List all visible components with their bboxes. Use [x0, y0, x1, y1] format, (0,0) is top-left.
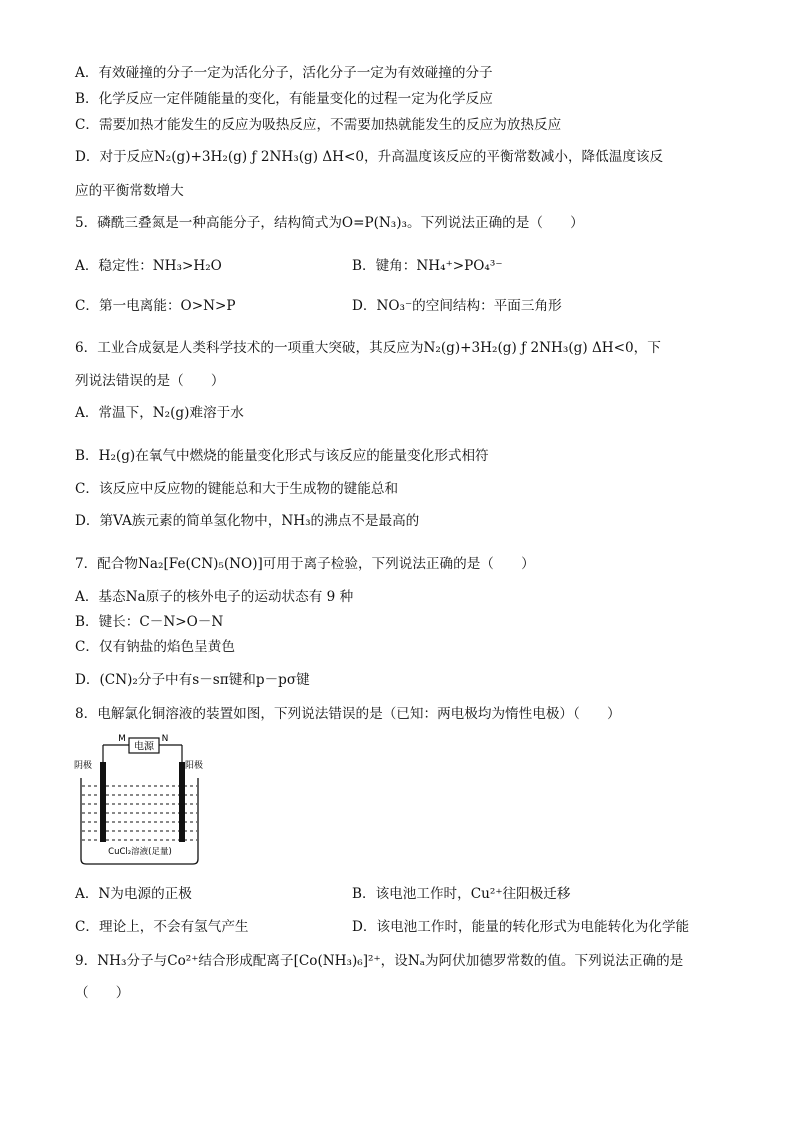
cathode-electrode: [100, 762, 106, 842]
q6-option-a: A．常温下，N₂(g)难溶于水: [75, 405, 244, 421]
q6-option-b: B．H₂(g)在氧气中燃烧的能量变化形式与该反应的能量变化形式相符: [75, 448, 489, 464]
q7-option-d: D．(CN)₂分子中有s－sπ键和p－pσ键: [75, 672, 310, 688]
q7-stem: 7．配合物Na₂[Fe(CN)₅(NO)]可用于离子检验，下列说法正确的是（ ）: [75, 556, 535, 572]
solution-label: CuCl₂溶液(足量): [108, 847, 172, 857]
electrolysis-diagram: [72, 733, 207, 868]
q9-stem-line2: （ ）: [75, 985, 130, 1001]
q7-option-c: C．仅有钠盐的焰色呈黄色: [75, 639, 235, 655]
q5-option-c: C．第一电离能：O>N>P: [75, 298, 236, 314]
q5-option-a: A．稳定性：NH₃>H₂O: [75, 258, 222, 274]
q8-stem: 8．电解氯化铜溶液的装置如图，下列说法错误的是（已知：两电极均为惰性电极）（ ）: [75, 706, 621, 722]
q4-option-b: B．化学反应一定伴随能量的变化，有能量变化的过程一定为化学反应: [75, 91, 493, 107]
q6-stem-line1: 6．工业合成氨是人类科学技术的一项重大突破，其反应为N₂(g)+3H₂(g) ƒ 2NH₃(g) ΔH<0，下: [75, 340, 661, 356]
q5-stem: 5．磷酰三叠氮是一种高能分子，结构简式为O=P(N₃)₃。下列说法正确的是（ ）: [75, 215, 584, 231]
m-label: M: [118, 734, 126, 744]
q7-option-b: B．键长：C－N>O－N: [75, 614, 224, 630]
power-label: 电源: [134, 741, 154, 753]
q4-option-a: A．有效碰撞的分子一定为活化分子，活化分子一定为有效碰撞的分子: [75, 65, 493, 81]
q7-option-a: A．基态Na原子的核外电子的运动状态有 9 种: [75, 589, 354, 605]
n-label: N: [161, 734, 169, 744]
q8-option-b: B．该电池工作时，Cu²⁺往阳极迁移: [352, 886, 571, 902]
q6-stem-line2: 列说法错误的是（ ）: [75, 373, 225, 389]
q5-option-d: D．NO₃⁻的空间结构：平面三角形: [352, 298, 562, 314]
anode-electrode: [179, 762, 185, 842]
q4-option-d-line1: D．对于反应N₂(g)+3H₂(g) ƒ 2NH₃(g) ΔH<0，升高温度该反应的平衡常数减小，降低温度该反: [75, 149, 664, 165]
q8-option-c: C．理论上，不会有氢气产生: [75, 919, 249, 935]
anode-label: 阳极: [185, 761, 204, 771]
q6-option-c: C．该反应中反应物的键能总和大于生成物的键能总和: [75, 481, 399, 497]
q8-option-a: A．N为电源的正极: [75, 886, 192, 902]
q9-stem-line1: 9．NH₃分子与Co²⁺结合形成配离子[Co(NH₃)₆]²⁺，设Nₐ为阿伏加德罗常数的值。下列说法正确的是: [75, 953, 684, 969]
q4-option-d-line2: 应的平衡常数增大: [75, 183, 184, 199]
q4-option-c: C．需要加热才能发生的反应为吸热反应，不需要加热就能发生的反应为放热反应: [75, 117, 562, 133]
q6-option-d: D．第VA族元素的简单氢化物中，NH₃的沸点不是最高的: [75, 513, 420, 529]
cathode-label: 阴极: [74, 761, 93, 771]
q5-option-b: B．键角：NH₄⁺>PO₄³⁻: [352, 258, 503, 274]
q8-option-d: D．该电池工作时，能量的转化形式为电能转化为化学能: [352, 919, 690, 935]
